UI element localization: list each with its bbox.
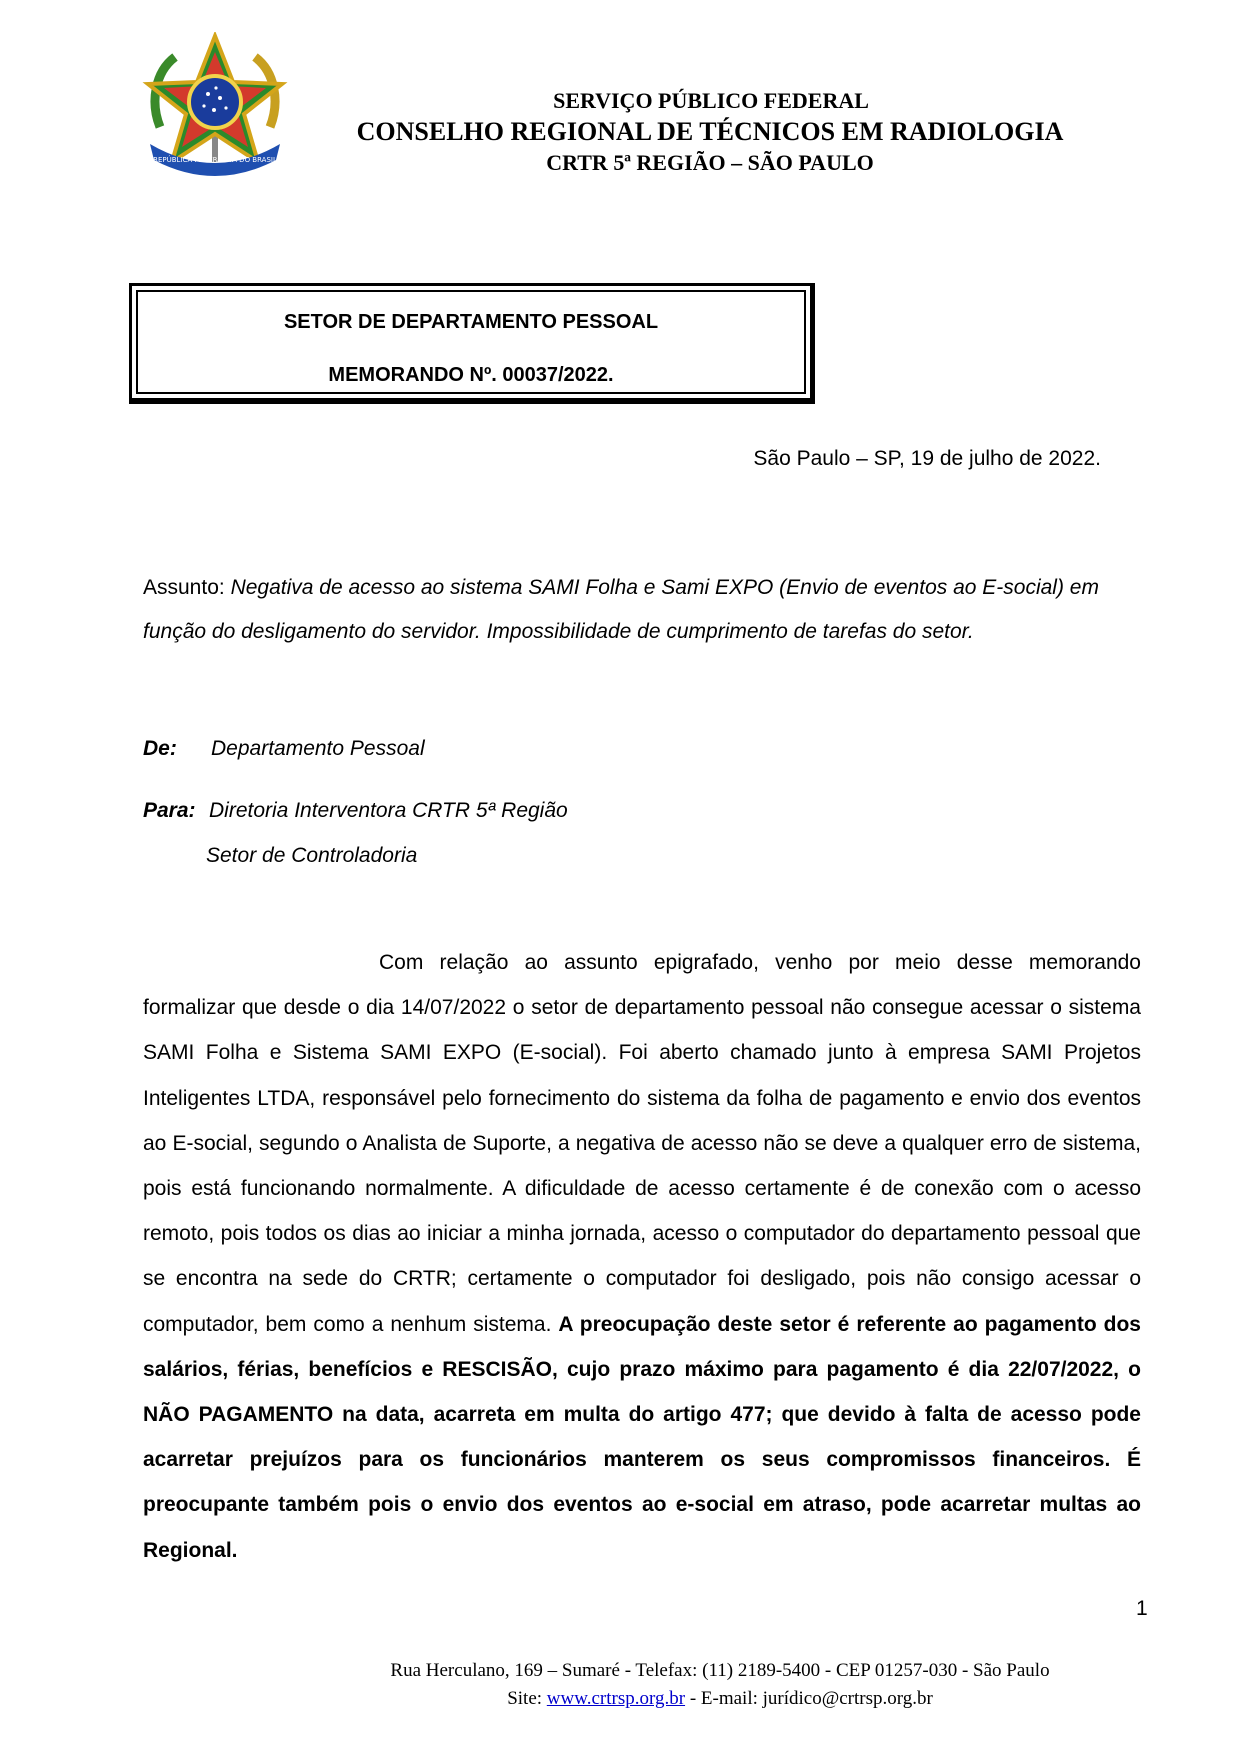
footer bbox=[240, 1657, 1200, 1713]
memo-date: São Paulo – SP, 19 de julho de 2022. bbox=[753, 447, 1101, 470]
header-line-2: CONSELHO REGIONAL DE TÉCNICOS EM RADIOLOGIA bbox=[356, 117, 1064, 146]
footer-address: Rua Herculano, 169 – Sumaré - Telefax: (11) 2189-5400 - CEP 01257-030 - São Paulo bbox=[390, 1660, 1050, 1681]
subject bbox=[143, 566, 1141, 654]
header bbox=[320, 86, 1100, 178]
memo-body bbox=[143, 940, 1141, 1573]
footer-site-label: Site: bbox=[507, 1688, 547, 1709]
box-shadow bbox=[811, 283, 815, 404]
to-line bbox=[143, 799, 568, 823]
brazil-coat-of-arms-icon bbox=[140, 32, 290, 182]
memo-number: MEMORANDO Nº. 00037/2022. bbox=[328, 364, 614, 386]
svg-text:REPÚBLICA FEDERATIVA DO BRASIL: REPÚBLICA FEDERATIVA DO BRASIL bbox=[153, 156, 277, 164]
header-line-1: SERVIÇO PÚBLICO FEDERAL bbox=[553, 88, 869, 113]
box-shadow bbox=[129, 400, 815, 404]
from-line bbox=[143, 737, 425, 761]
from-label: De: bbox=[143, 737, 177, 760]
memo-title-box bbox=[129, 283, 813, 401]
subject-text: Negativa de acesso ao sistema SAMI Folha e Sami EXPO (Envio de eventos ao E-social) em função do desligamento do servidor. Impossibilidade de cumprimento de tarefas do setor. bbox=[143, 576, 1099, 643]
from-value: Departamento Pessoal bbox=[211, 737, 425, 760]
to-value-2: Setor de Controladoria bbox=[206, 844, 418, 867]
footer-contact bbox=[240, 1685, 1200, 1713]
footer-email: - E-mail: jurídico@crtrsp.org.br bbox=[685, 1688, 933, 1709]
to-value: Diretoria Interventora CRTR 5ª Região bbox=[209, 799, 568, 822]
sector-title: SETOR DE DEPARTAMENTO PESSOAL bbox=[283, 311, 659, 333]
page-number: 1 bbox=[1136, 1597, 1148, 1620]
to-label: Para: bbox=[143, 799, 196, 822]
subject-label: Assunto: bbox=[143, 576, 231, 599]
site-link[interactable]: www.crtrsp.org.br bbox=[546, 1688, 686, 1709]
body-text: Com relação ao assunto epigrafado, venho por meio desse memorando formalizar que desde o dia 14/07/2022 o setor de departamento pessoal não consegue acessar o sistema SAMI Folha e Sistema SAMI EXPO (E-social). Foi aberto chamado junto à empresa SAMI Projetos Inteligentes LTDA, responsável pelo fornecimento do sistema da folha de pagamento e envio dos eventos ao E-social, segundo o Analista de Suporte, a negativa de acesso não se deve a qualquer erro de sistema, pois está funcionando normalmente. A dificuldade de acesso certamente é de conexão com o acesso remoto, pois todos os dias ao iniciar a minha jornada, acesso o computador do departamento pessoal que se encontra na sede do CRTR; certamente o computador foi desligado, pois não consigo acessar o computador, bem como a nenhum sistema. bbox=[143, 951, 1141, 1336]
body-bold-text: A preocupação deste setor é referente ao pagamento dos salários, férias, benefícios e RESCISÃO, cujo prazo máximo para pagamento é dia 22/07/2022, o NÃO PAGAMENTO na data, acarreta em multa do artigo 477; que devido à falta de acesso pode acarretar prejuízos para os funcionários manterem os seus compromissos financeiros. É preocupante também pois o envio dos eventos ao e-social em atraso, pode acarretar multas ao Regional. bbox=[143, 1312, 1141, 1562]
header-line-3: CRTR 5ª REGIÃO – SÃO PAULO bbox=[546, 150, 874, 175]
